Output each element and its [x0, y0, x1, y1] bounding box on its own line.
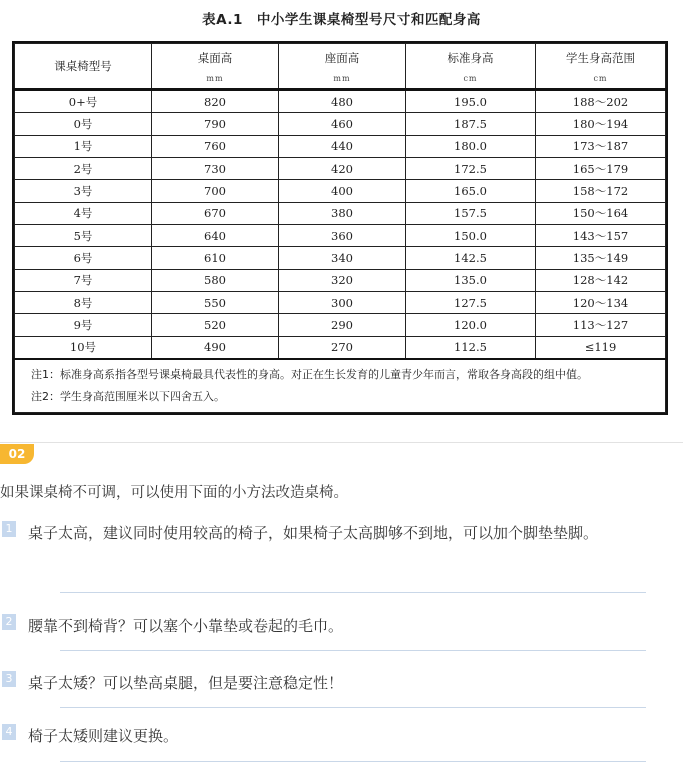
- cell-standard-height: 112.5: [406, 336, 536, 359]
- table-note: 注1：标准身高系指各型号课桌椅最具代表性的身高。对正在生长发育的儿童青少年而言，常取各身高段的组中值。: [31, 368, 588, 382]
- cell-height-range: 180～194: [536, 113, 666, 135]
- section-intro: 如果课桌椅不可调，可以使用下面的小方法改造桌椅。: [0, 485, 348, 501]
- cell-desk-height: 520: [152, 314, 279, 336]
- cell-height-range: 135～149: [536, 247, 666, 269]
- cell-seat-height: 400: [279, 180, 406, 202]
- table-row: [15, 292, 666, 314]
- cell-height-range: 120～134: [536, 292, 666, 314]
- cell-seat-height: 340: [279, 247, 406, 269]
- tip-number: 1: [2, 521, 16, 537]
- cell-model: 2号: [15, 158, 152, 180]
- cell-standard-height: 150.0: [406, 225, 536, 247]
- cell-standard-height: 187.5: [406, 113, 536, 135]
- cell-model: 8号: [15, 292, 152, 314]
- cell-seat-height: 480: [279, 90, 406, 113]
- table-row: [15, 336, 666, 359]
- cell-height-range: 188～202: [536, 90, 666, 113]
- tip-text: 桌子太高，建议同时使用较高的椅子，如果椅子太高脚够不到地，可以加个脚垫垫脚。: [28, 524, 599, 542]
- cell-standard-height: 172.5: [406, 158, 536, 180]
- cell-height-range: 173～187: [536, 135, 666, 157]
- cell-height-range: 150～164: [536, 202, 666, 224]
- cell-desk-height: 610: [152, 247, 279, 269]
- cell-standard-height: 127.5: [406, 292, 536, 314]
- cell-model: 0号: [15, 113, 152, 135]
- cell-model: 9号: [15, 314, 152, 336]
- header-seat-height: 座面高 mm: [279, 44, 406, 90]
- table-row: [15, 180, 666, 202]
- tip-text: 桌子太矮？可以垫高桌腿，但是要注意稳定性！: [28, 674, 344, 692]
- tip-divider: [60, 650, 646, 651]
- cell-model: 10号: [15, 336, 152, 359]
- table-notes: [15, 359, 666, 413]
- cell-desk-height: 700: [152, 180, 279, 202]
- cell-desk-height: 580: [152, 269, 279, 291]
- table-notes-row: [15, 359, 666, 413]
- cell-model: 5号: [15, 225, 152, 247]
- cell-standard-height: 142.5: [406, 247, 536, 269]
- cell-desk-height: 670: [152, 202, 279, 224]
- cell-model: 7号: [15, 269, 152, 291]
- cell-seat-height: 300: [279, 292, 406, 314]
- cell-standard-height: 180.0: [406, 135, 536, 157]
- tip-divider: [60, 707, 646, 708]
- cell-seat-height: 380: [279, 202, 406, 224]
- cell-standard-height: 120.0: [406, 314, 536, 336]
- tip-divider: [60, 592, 646, 593]
- cell-seat-height: 440: [279, 135, 406, 157]
- header-desk-height: 桌面高 mm: [152, 44, 279, 90]
- tip-number: 2: [2, 614, 16, 630]
- cell-model: 6号: [15, 247, 152, 269]
- cell-height-range: 158～172: [536, 180, 666, 202]
- tip-text: 腰靠不到椅背？可以塞个小靠垫或卷起的毛巾。: [28, 617, 344, 635]
- table-row: [15, 90, 666, 113]
- cell-desk-height: 820: [152, 90, 279, 113]
- table-row: [15, 158, 666, 180]
- cell-seat-height: 290: [279, 314, 406, 336]
- cell-model: 1号: [15, 135, 152, 157]
- cell-height-range: 143～157: [536, 225, 666, 247]
- table-title: 表A.1 中小学生课桌椅型号尺寸和匹配身高: [202, 12, 481, 28]
- cell-standard-height: 135.0: [406, 269, 536, 291]
- cell-desk-height: 760: [152, 135, 279, 157]
- cell-seat-height: 460: [279, 113, 406, 135]
- header-standard-height: 标准身高 cm: [406, 44, 536, 90]
- header-model: 课桌椅型号: [15, 44, 152, 90]
- cell-seat-height: 360: [279, 225, 406, 247]
- cell-seat-height: 270: [279, 336, 406, 359]
- table-row: [15, 225, 666, 247]
- cell-height-range: 128～142: [536, 269, 666, 291]
- section-badge: 02: [0, 444, 34, 464]
- cell-model: 3号: [15, 180, 152, 202]
- table-row: [15, 135, 666, 157]
- table-row: [15, 314, 666, 336]
- header-height-range: 学生身高范围 cm: [536, 44, 666, 90]
- cell-seat-height: 320: [279, 269, 406, 291]
- cell-model: 4号: [15, 202, 152, 224]
- table-header-row: [15, 44, 666, 90]
- table-row: [15, 247, 666, 269]
- cell-height-range: ≤119: [536, 336, 666, 359]
- cell-standard-height: 195.0: [406, 90, 536, 113]
- table-row: [15, 269, 666, 291]
- cell-model: 0+号: [15, 90, 152, 113]
- cell-desk-height: 550: [152, 292, 279, 314]
- cell-desk-height: 730: [152, 158, 279, 180]
- table-row: [15, 113, 666, 135]
- cell-desk-height: 490: [152, 336, 279, 359]
- cell-standard-height: 157.5: [406, 202, 536, 224]
- size-table: [12, 41, 668, 415]
- table-row: [15, 202, 666, 224]
- tip-number: 4: [2, 724, 16, 740]
- cell-height-range: 113～127: [536, 314, 666, 336]
- tip-number: 3: [2, 671, 16, 687]
- section-divider: [0, 442, 683, 443]
- cell-standard-height: 165.0: [406, 180, 536, 202]
- tip-divider: [60, 761, 646, 762]
- table-note: 注2：学生身高范围厘米以下四舍五入。: [31, 390, 225, 404]
- cell-desk-height: 640: [152, 225, 279, 247]
- cell-desk-height: 790: [152, 113, 279, 135]
- cell-height-range: 165～179: [536, 158, 666, 180]
- tip-text: 椅子太矮则建议更换。: [28, 727, 179, 745]
- cell-seat-height: 420: [279, 158, 406, 180]
